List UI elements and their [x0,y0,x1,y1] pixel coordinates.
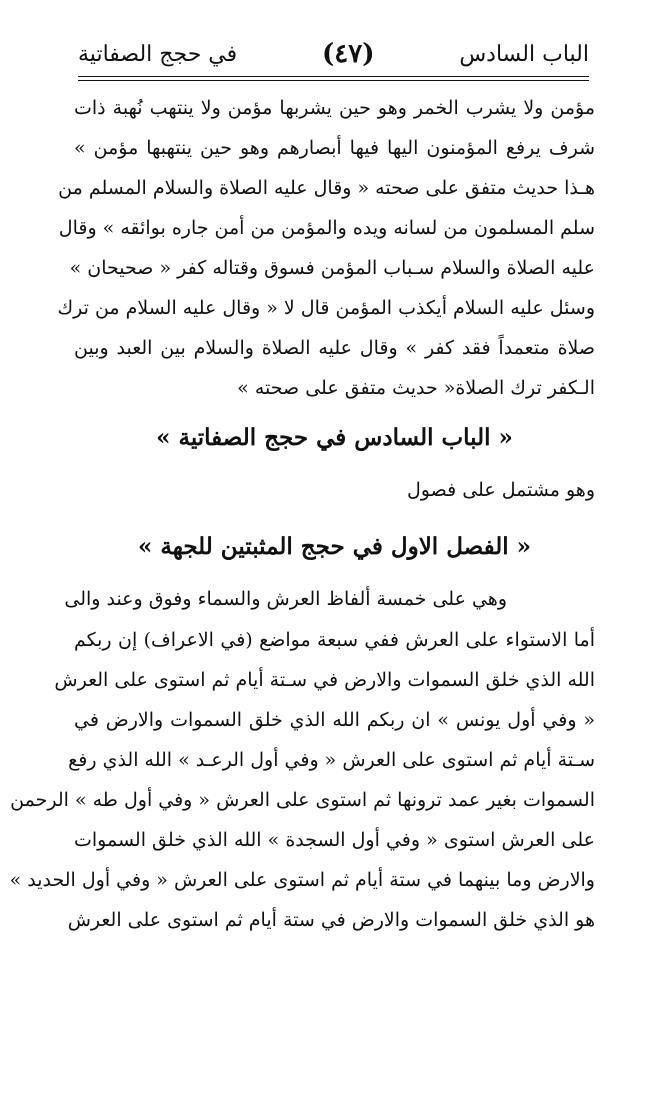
text-line: السموات بغير عمد ترونها ثم استوى على العرش « وفي أول طه » الرحمن [10,789,595,811]
text-line: مؤمن ولا يشرب الخمر وهو حين يشربها مؤمن ولا ينتهب نُهبة ذات [74,97,595,119]
text-line: الـكفر ترك الصلاة« حديث متفق على صحته » [237,377,595,399]
text-line: صلاة متعمداً فقد كفر » وقال عليه الصلاة والسلام بين العبد وبين [74,337,595,359]
text-line: عليه الصلاة والسلام سـباب المؤمن فسوق وقتاله كفر « صحيحان » [69,257,595,279]
chapter-heading: « الباب السادس في حجج الصفاتية » [156,424,513,451]
running-header [78,32,589,76]
text-line: أما الاستواء على العرش ففي سبعة مواضع (في الاعراف) إن ربكم [74,629,595,651]
page-body [9,88,595,940]
text-line: « وفي أول يونس » ان ربكم الله الذي خلق السموات والارض في [74,709,595,731]
intro-line: وهي على خمسة ألفاظ العرش والسماء وفوق وعند والى [64,588,507,610]
chapter-subline: وهو مشتمل على فصول [406,479,595,501]
paragraph-istiwa [9,620,595,940]
header-rule-top [78,76,589,77]
text-line: على العرش استوى « وفي أول السجدة » الله الذي خلق السموات [74,829,595,851]
text-line: سـتة أيام ثم استوى على العرش « وفي أول الرعـد » الله الذي رفع [68,749,595,771]
text-line: والارض وما بينهما في ستة أيام ثم استوى على العرش « وفي أول الحديد » [9,869,595,891]
text-line: هـذا حديث متفق على صحته « وقال عليه الصلاة والسلام المسلم من [58,177,595,199]
text-line: هو الذي خلق السموات والارض في ستة أيام ثم استوى على العرش [67,909,595,931]
text-line: الله الذي خلق السموات والارض في سـتة أيام ثم استوى على العرش [54,669,595,691]
page-number: (٤٧) [321,39,375,69]
running-header-chapter: الباب السادس [459,41,589,67]
text-line: سلم المسلمون من لسانه ويده والمؤمن من أمن جاره بوائقه » وقال [58,217,595,239]
section-heading: « الفصل الاول في حجج المثبتين للجهة » [138,533,531,560]
running-header-topic: في حجج الصفاتية [78,41,238,67]
paragraph-hadith [57,88,595,408]
text-line: شرف يرفع المؤمنون اليها فيها أبصارهم وهو حين ينتهبها مؤمن » [74,137,595,159]
header-rule-bottom [78,80,589,81]
text-line: وسئل عليه السلام أيكذب المؤمن قال لا « وقال عليه السلام من ترك [57,297,595,319]
